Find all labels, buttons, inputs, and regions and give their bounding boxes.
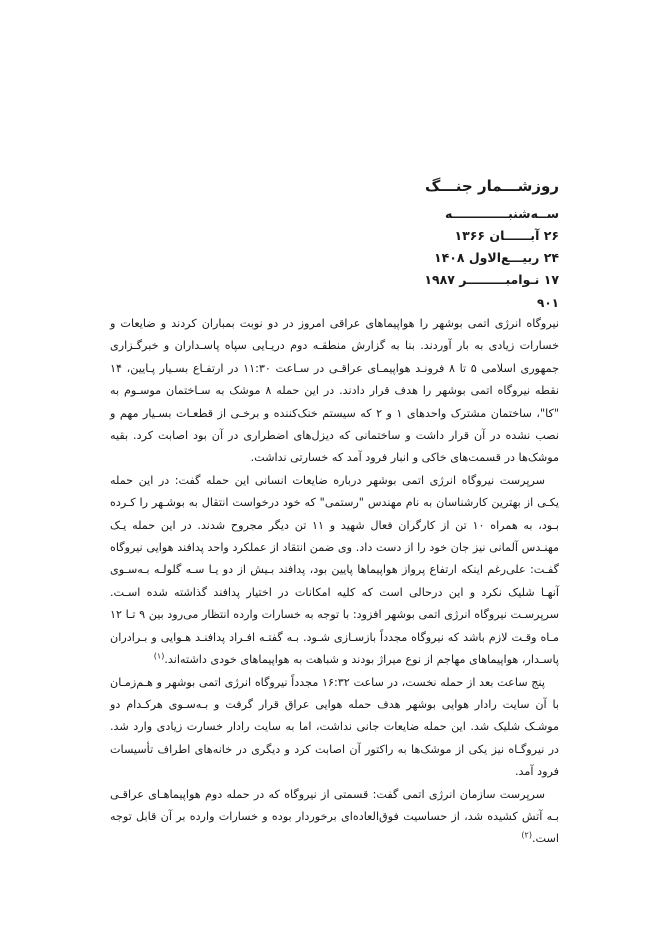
weekday: ســه‌شنبـــــــــــــه xyxy=(444,206,559,221)
paragraph-2-text: سرپرست نیروگاه انرژی اتمی بوشهر درباره ضایعات انسانی این حمله گفت: در این حمله یکـی از بهترین کارشناسان به نام مهندس "رستمی" که خود درخواست انتقال به بوشـهر را کـرده بـود، به همراه ۱۰ تن از کارگران فعال شهید و ۱۱ تن دیگر مجروح شدند. در این حمله یـک مهنـدس آلمانی نیز جان خود را از دست داد. وی ضمن انتقاد از عملکرد واحد پدافند هوایی نیروگاه گفـت: علی‌رغم اینکه ارتفاع پرواز هواپیماها پایین بود، پدافند بـیش از دو یـا سـه گلولـه بـه‌سـوی آنهـا شلیک نکرد و این درحالی است که کلیه امکانات در اختیار پدافند گذاشته شده اسـت. سرپرسـت نیروگاه انرژی اتمی بوشهر افزود: با توجه به خسارات وارده انتظار می‌رود بین ۹ تـا ۱۲ مـاه وقـت لازم باشد که نیروگاه مجدداً بازسـازی شـود. بـه گفتـه افـراد پدافنـد هـوایی و بـرادران پاسـدار، هواپیماهای مهاجم از نوع میراژ بودند و شباهت به هواپیماهای خودی داشته‌اند. xyxy=(110,473,559,667)
entry-number: ۹۰۱ xyxy=(537,296,559,310)
date-hijri: ۲۴ ربیـــع‌الاول ۱۴۰۸ xyxy=(433,250,559,265)
paragraph-1: نیروگاه انرژی اتمی بوشهر را هواپیماهای عراقی امروز در دو نوبت بمباران کردند و ضایعات و خسارات زیادی به بار آوردند. بنا به گزارش منطقـه دوم دریـایی سپاه پاسـداران و خبرگـزاری جمهوری اسلامی ۵ تا ۸ فرونـد هواپیمـای عراقـی در سـاعت ۱۱:۳۰ در ارتفـاع بسـیار پـایین، ۱۴ نقطه نیروگاه اتمی بوشهر را هدف قرار دادند. در این حمله ۸ موشک به سـاختمان موسـوم به "کا"، ساختمان مشترک واحدهای ۱ و ۲ که سیستم خنک‌کننده و برخـی از قطعـات بسـیار مهم و نصب نشده در آن قرار داشت و ساختمانی که دیزل‌های اضطراری در آن بود اصابت کرد. بقیه موشک‌ها در قسمت‌های خاکی و انبار فرود آمد که خسارتی نداشت. xyxy=(110,317,560,465)
paragraph-4-text: سرپرست سازمان انرژی اتمی گفت: قسمتی از نیروگاه که در حمله دوم هواپیماهـای عراقـی بـه آتش کشیده شد، از حساسیت فوق‌العاده‌ای برخوردار بوده و خسارات وارده بر آن قابل توجه است. xyxy=(110,787,559,846)
footnote-ref-1: (۱) xyxy=(153,651,165,661)
day-header xyxy=(299,175,559,291)
entry-body xyxy=(110,313,559,851)
paragraph-2 xyxy=(110,470,559,672)
date-gregorian: ۱۷ نـوامبـــــــــر ۱۹۸۷ xyxy=(424,272,559,287)
chronicle-title: روزشـــمار جنـــگ xyxy=(425,177,559,195)
paragraph-4 xyxy=(110,784,559,851)
date-shamsi: ۲۶ آبــــــان ۱۳۶۶ xyxy=(454,228,559,243)
footnote-ref-2: (۲) xyxy=(521,830,532,840)
paragraph-3: پنج ساعت بعد از حمله نخست، در ساعت ۱۶:۳۲ مجدداً نیروگاه انرژی اتمی بوشهر و هـم‌زمـان با آن سایت رادار هوایی بوشهر هدف حمله هوایی عراق قرار گرفت و بـه‌سـوی هرکـدام دو موشـک شلیک شد. این حمله ضایعات جانی نداشت، اما به سایت رادار خسارت زیادی وارد شد. در نیروگـاه نیز یکی از موشک‌ها به راکتور آن اصابت کرد و دیگری در خانه‌های اطراف تأسیسات فرود آمد. xyxy=(110,675,559,779)
